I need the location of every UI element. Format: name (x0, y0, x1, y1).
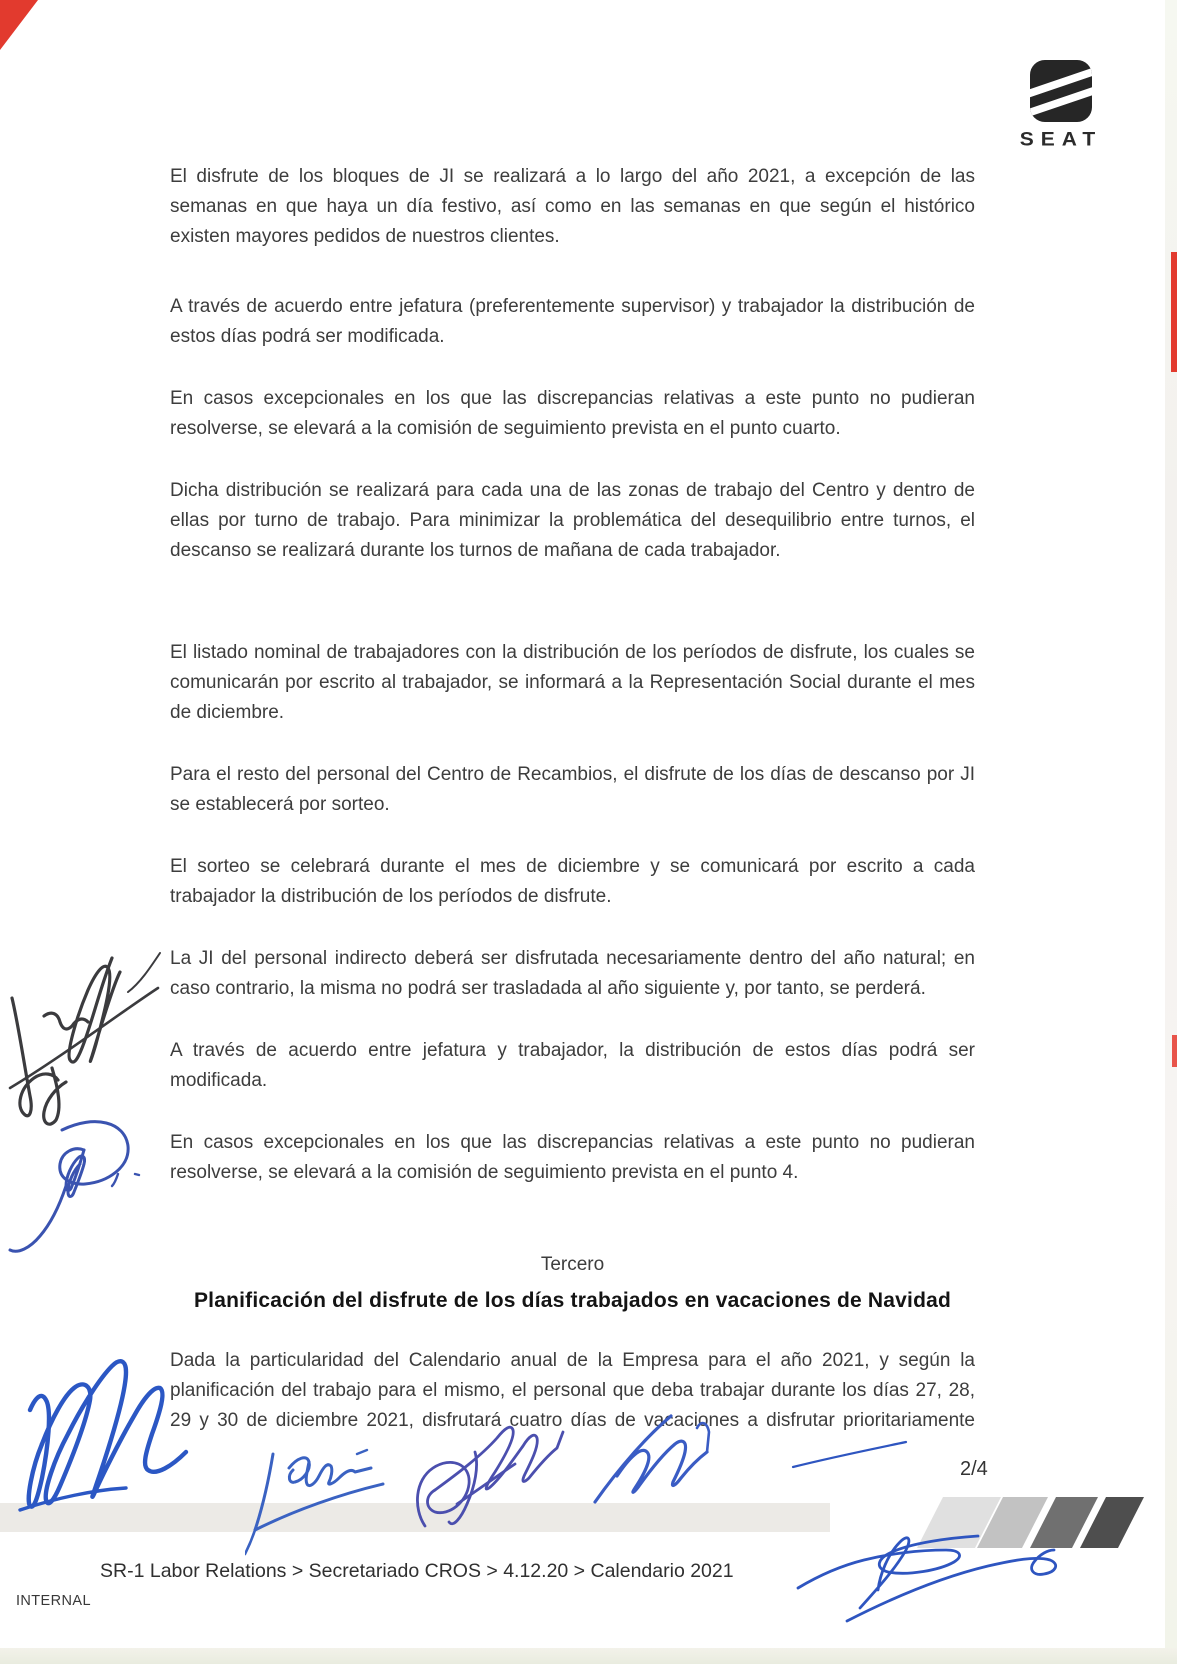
closing-paragraph: Dada la particularidad del Calendario anual de la Empresa para el año 2021, y según la planificación del trabajo para el mismo, el personal que deba trabajar durante los días 27, 28, 29 y 30 de diciembre 2021, disfrutará cuatro días de vacaciones a disfrutar prioritariamente (170, 1350, 975, 1431)
scan-edge-artifact (1171, 252, 1177, 372)
scan-edge-strip (1165, 0, 1177, 1664)
seat-s-emblem-icon (1024, 60, 1098, 122)
paragraph: A través de acuerdo entre jefatura (preferentemente supervisor) y trabajador la distribución de estos días podrá ser modificada. (170, 296, 975, 347)
footer-breadcrumb: SR-1 Labor Relations > Secretariado CROS > 4.12.20 > Calendario 2021 (100, 1560, 734, 1582)
diagonal-stripes-graphic (905, 1497, 1145, 1548)
paragraph: Dicha distribución se realizará para cada una de las zonas de trabajo del Centro y dentro de ellas por turno de trabajo. Para minimizar la problemática del desequilibrio entre turnos, el descanso se realizará durante los turnos de mañana de cada trabajador. (170, 480, 975, 561)
seat-logo (1003, 60, 1119, 152)
paragraph: A través de acuerdo entre jefatura y trabajador, la distribución de estos días podrá ser modificada. (170, 1040, 975, 1091)
scan-bottom-band (0, 1648, 1177, 1664)
page-number: 2/4 (960, 1458, 988, 1480)
scan-shadow-band (0, 1503, 830, 1532)
paragraph: La JI del personal indirecto deberá ser disfrutada necesariamente dentro del año natural; en caso contrario, la misma no podrá ser trasladada al año siguiente y, por tanto, se perderá. (170, 948, 975, 999)
paragraph: En casos excepcionales en los que las discrepancias relativas a este punto no pudieran resolverse, se elevará a la comisión de seguimiento prevista en el punto cuarto. (170, 388, 975, 439)
paragraph: El disfrute de los bloques de JI se realizará a lo largo del año 2021, a excepción de las semanas en que haya un día festivo, así como en las semanas en que según el histórico existen mayores pedidos de nuestros clientes. (170, 166, 975, 247)
ink-signature-black (0, 928, 175, 1143)
document-body (170, 162, 975, 1468)
scan-corner-artifact (0, 0, 38, 50)
paragraph: Para el resto del personal del Centro de Recambios, el disfrute de los días de descanso por JI se establecerá por sorteo. (170, 764, 975, 815)
paragraph: En casos excepcionales en los que las discrepancias relativas a este punto no pudieran resolverse, se elevará a la comisión de seguimiento prevista en el punto 4. (170, 1132, 975, 1183)
seat-wordmark: SEAT (1019, 128, 1103, 151)
section-kicker: Tercero (540, 1254, 605, 1275)
section-title: Planificación del disfrute de los días trabajados en vacaciones de Navidad (193, 1289, 952, 1312)
classification-label: INTERNAL (16, 1593, 91, 1609)
paragraph: El sorteo se celebrará durante el mes de diciembre y se comunicará por escrito a cada trabajador la distribución de los períodos de disfrute. (170, 856, 975, 907)
ink-signature-blue-loop (0, 1112, 155, 1267)
paragraph: El listado nominal de trabajadores con la distribución de los períodos de disfrute, los cuales se comunicarán por escrito al trabajador, se informará a la Representación Social durante el mes de diciembre. (170, 642, 975, 723)
scan-edge-artifact (1172, 1035, 1177, 1067)
